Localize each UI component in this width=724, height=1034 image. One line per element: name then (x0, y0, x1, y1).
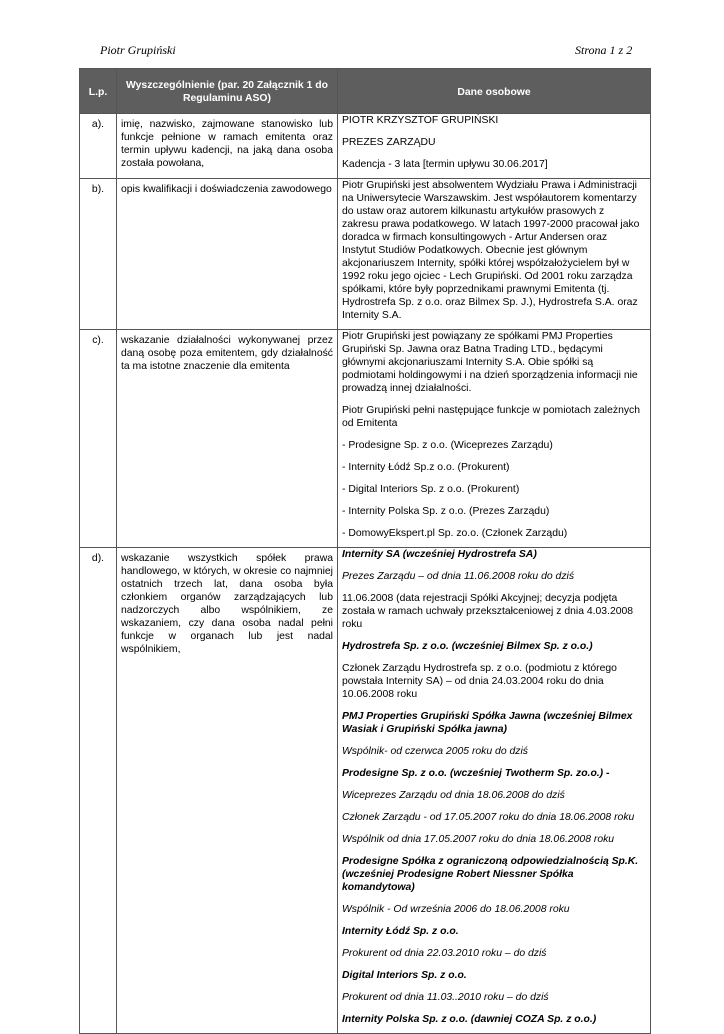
data-paragraph: Członek Zarządu Hydrostrefa sp. z o.o. (podmiotu z którego powstała Internity SA) – od dnia 24.03.2004 roku do dnia 10.06.2008 roku (342, 663, 617, 700)
data-paragraph: Internity Polska Sp. z o.o. (dawniej COZA Sp. z o.o.) (342, 1014, 597, 1025)
data-paragraph: Prodesigne Sp. z o.o. (wcześniej Twotherm Sp. zo.o.) - (342, 768, 610, 779)
data-paragraph: Hydrostrefa Sp. z o.o. (wcześniej Bilmex Sp. z o.o.) (342, 641, 593, 652)
data-paragraph: Piotr Grupiński jest powiązany ze spółkami PMJ Properties Grupiński Sp. Jawna oraz Batna Trading LTD., będącymi głównymi akcjonariuszami Internity S.A. Obie spółki są podmiotami holdingowymi i na dzień sporządzenia informacji nie prowadzą innej działalności. (342, 331, 638, 394)
header-lp: L.p. (80, 69, 117, 114)
table-row (80, 548, 651, 1034)
row-number: d). (80, 548, 117, 1034)
data-paragraph: PREZES ZARZĄDU (342, 137, 436, 148)
data-paragraph: Internity Łódź Sp. z o.o. (342, 926, 459, 937)
row-personal-data (338, 114, 651, 179)
row-number: a). (80, 114, 117, 179)
row-specification: opis kwalifikacji i doświadczenia zawodowego (117, 179, 338, 330)
page-header-author: Piotr Grupiński (100, 43, 176, 57)
data-paragraph: Kadencja - 3 lata [termin upływu 30.06.2017] (342, 159, 548, 170)
data-paragraph: Wspólnik- od czerwca 2005 roku do dziś (342, 746, 528, 757)
data-paragraph: Piotr Grupiński jest absolwentem Wydziału Prawa i Administracji na Uniwersytecie Warszawskim. Jest współautorem komentarzy do ustaw oraz autorem kilkunastu artykułów prasowych z zakresu prawa podatkowego. W latach 1997-2000 pracował jako doradca w firmach konsultingowych - Artur Andersen oraz Instytut Studiów Podatkowych. Obecnie jest głównym akcjonariuszem Internity, spółki której współzałożycielem był w 1992 roku jego ojciec - Lech Grupiński. Od 2001 roku zarządza spółkami, które były poprzednikami prawnymi Emitenta (tj. Hydrostrefa Sp. z o.o. oraz Bilmex Sp. J.), Hydrostrefa S.A. oraz Internity S.A. (342, 180, 640, 321)
row-personal-data (338, 179, 651, 330)
data-paragraph: - Internity Polska Sp. z o.o. (Prezes Zarządu) (342, 506, 550, 517)
header-personal-data: Dane osobowe (338, 69, 651, 114)
data-paragraph: Prodesigne Spółka z ograniczoną odpowiedzialnością Sp.K. (wcześniej Prodesigne Robert Niessner Spółka komandytowa) (342, 856, 639, 893)
header-specification: Wyszczególnienie (par. 20 Załącznik 1 do Regulaminu ASO) (117, 69, 338, 114)
data-paragraph: Wspólnik od dnia 17.05.2007 roku do dnia 18.06.2008 roku (342, 834, 615, 845)
row-specification: imię, nazwisko, zajmowane stanowisko lub funkcje pełnione w ramach emitenta oraz termin upływu kadencji, na jaką dana osoba została powołana, (117, 114, 338, 179)
data-paragraph: Prokurent od dnia 22.03.2010 roku – do dziś (342, 948, 547, 959)
row-number: b). (80, 179, 117, 330)
row-personal-data (338, 330, 651, 548)
row-specification: wskazanie działalności wykonywanej przez daną osobę poza emitentem, gdy działalność ta ma istotne znaczenie dla emitenta (117, 330, 338, 548)
data-paragraph: Wspólnik - Od września 2006 do 18.06.2008 roku (342, 904, 570, 915)
data-paragraph: 11.06.2008 (data rejestracji Spółki Akcyjnej; decyzja podjęta została w ramach uchwały przekształceniowej z dnia 4.03.2008 roku (342, 593, 634, 630)
page-header-page-number: Strona 1 z 2 (575, 43, 633, 57)
data-paragraph: - Digital Interiors Sp. z o.o. (Prokurent) (342, 484, 520, 495)
row-specification: wskazanie wszystkich spółek prawa handlowego, w których, w okresie co najmniej ostatnich trzech lat, dana osoba była członkiem organów zarządzających lub nadzorczych albo wspólnikiem, ze wskazaniem, czy dana osoba nadal pełni funkcje w organach lub jest nadal wspólnikiem, (117, 548, 338, 1034)
data-paragraph: PMJ Properties Grupiński Spółka Jawna (wcześniej Bilmex Wasiak i Grupiński Spółka jawna) (342, 711, 633, 735)
data-paragraph: Internity SA (wcześniej Hydrostrefa SA) (342, 549, 537, 560)
data-paragraph: Piotr Grupiński pełni następujące funkcje w pomiotach zależnych od Emitenta (342, 405, 641, 429)
data-paragraph: - Prodesigne Sp. z o.o. (Wiceprezes Zarządu) (342, 440, 553, 451)
row-number: c). (80, 330, 117, 548)
row-personal-data (338, 548, 651, 1034)
data-paragraph: Prokurent od dnia 11.03..2010 roku – do dziś (342, 992, 549, 1003)
data-paragraph: Członek Zarządu - od 17.05.2007 roku do dnia 18.06.2008 roku (342, 812, 635, 823)
table-row (80, 330, 651, 548)
data-paragraph: Digital Interiors Sp. z o.o. (342, 970, 467, 981)
data-paragraph: - DomowyEkspert.pl Sp. zo.o. (Członek Zarządu) (342, 528, 568, 539)
data-paragraph: Wiceprezes Zarządu od dnia 18.06.2008 do dziś (342, 790, 565, 801)
table-row (80, 114, 651, 179)
personal-data-table (79, 68, 651, 1034)
data-paragraph: Prezes Zarządu – od dnia 11.06.2008 roku do dziś (342, 571, 575, 582)
data-paragraph: PIOTR KRZYSZTOF GRUPIŃSKI (342, 115, 499, 126)
data-paragraph: - Internity Łódź Sp.z o.o. (Prokurent) (342, 462, 510, 473)
table-header-row (80, 69, 651, 114)
table-row (80, 179, 651, 330)
